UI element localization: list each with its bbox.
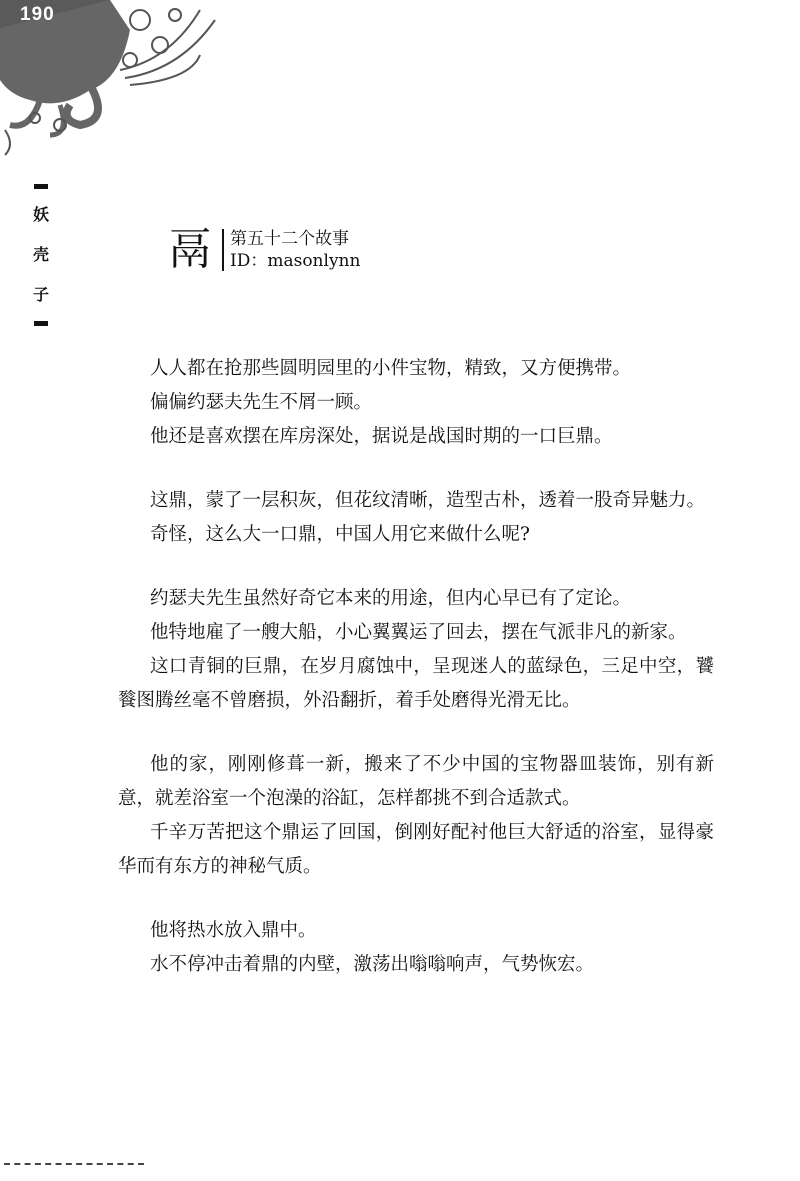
paragraph: 他特地雇了一艘大船，小心翼翼运了回去，摆在气派非凡的新家。	[150, 622, 687, 643]
chapter-glyph: 鬲	[168, 224, 212, 275]
page-number: 190	[20, 4, 55, 25]
side-title-char: 妖	[32, 205, 49, 224]
paragraph: 他将热水放入鼎中。	[150, 920, 317, 941]
side-book-title	[30, 178, 52, 332]
side-title-char: 子	[32, 285, 49, 304]
paragraph: 奇怪，这么大一口鼎，中国人用它来做什么呢?	[150, 524, 530, 545]
chapter-header	[168, 225, 360, 275]
chapter-meta	[230, 228, 360, 272]
paragraph: 人人都在抢那些圆明园里的小件宝物，精致，又方便携带。	[150, 358, 632, 379]
paragraph: 他还是喜欢摆在库房深处，据说是战国时期的一口巨鼎。	[150, 426, 613, 447]
footer-rule	[4, 1163, 144, 1168]
paragraph: 约瑟夫先生虽然好奇它本来的用途，但内心早已有了定论。	[150, 588, 632, 609]
paragraph: 千辛万苦把这个鼎运了回国，倒刚好配衬他巨大舒适的浴室，显得豪华而有东方的神秘气质。	[118, 822, 714, 877]
paragraph: 偏偏约瑟夫先生不屑一顾。	[150, 392, 373, 413]
body-text	[118, 352, 714, 982]
side-title-bar-bottom	[34, 321, 48, 326]
paragraph: 这鼎，蒙了一层积灰，但花纹清晰，造型古朴，透着一股奇异魅力。	[150, 490, 706, 511]
side-title-char: 壳	[32, 245, 49, 264]
paragraph: 他的家，刚刚修葺一新，搬来了不少中国的宝物器皿装饰，别有新意，就差浴室一个泡澡的浴缸，怎样都挑不到合适款式。	[118, 754, 714, 809]
author-id: ID：masonlynn	[230, 251, 361, 271]
story-number: 第五十二个故事	[230, 229, 349, 249]
paragraph: 这口青铜的巨鼎，在岁月腐蚀中，呈现迷人的蓝绿色，三足中空，饕餮图腾丝毫不曾磨损，外沿翻折，着手处磨得光滑无比。	[118, 656, 714, 711]
paragraph: 水不停冲击着鼎的内壁，激荡出嗡嗡响声，气势恢宏。	[150, 954, 595, 975]
side-title-bar-top	[34, 184, 48, 189]
chapter-divider	[222, 229, 224, 271]
